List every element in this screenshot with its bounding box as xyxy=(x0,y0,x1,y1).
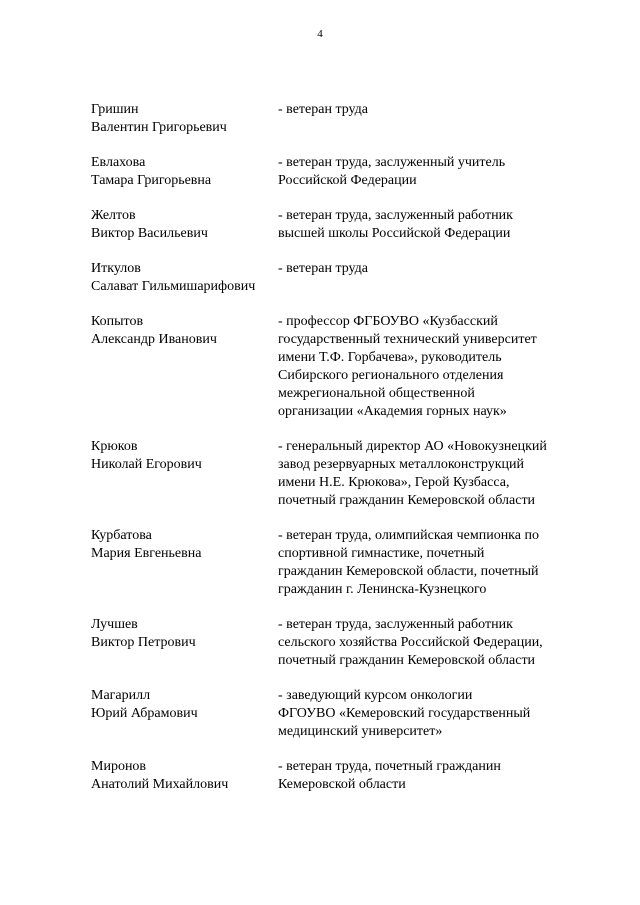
description-line: Российской Федерации xyxy=(278,173,417,188)
person-name xyxy=(91,687,276,723)
list-item xyxy=(0,687,640,741)
description-line: ФГОУВО «Кемеровский государственный xyxy=(278,706,531,721)
description-line: межрегиональной общественной xyxy=(278,386,475,401)
description-line: - генеральный директор АО «Новокузнецкий xyxy=(278,439,547,454)
surname: Гришин xyxy=(91,102,139,117)
surname: Миронов xyxy=(91,759,147,774)
description-line: сельского хозяйства Российской Федерации, xyxy=(278,635,543,650)
page-number: 4 xyxy=(317,28,323,40)
list-item xyxy=(0,207,640,243)
surname: Евлахова xyxy=(91,155,146,170)
surname: Желтов xyxy=(91,208,136,223)
given-name: Виктор Петрович xyxy=(91,635,196,650)
description-line: почетный гражданин Кемеровской области xyxy=(278,493,536,508)
description-line: - ветеран труда, олимпийская чемпионка по xyxy=(278,528,539,543)
given-name: Николай Егорович xyxy=(91,457,202,472)
person-name xyxy=(91,527,276,563)
list-item xyxy=(0,616,640,670)
description-line: Кемеровской области xyxy=(278,777,406,792)
list-item xyxy=(0,758,640,794)
description-line: - ветеран труда xyxy=(278,102,369,117)
surname: Курбатова xyxy=(91,528,152,543)
given-name: Виктор Васильевич xyxy=(91,226,208,241)
person-description xyxy=(278,438,598,510)
description-line: имени Т.Ф. Горбачева», руководитель xyxy=(278,350,502,365)
description-line: - заведующий курсом онкологии xyxy=(278,688,473,703)
list-item xyxy=(0,260,640,296)
list-item xyxy=(0,527,640,599)
person-description xyxy=(278,616,598,670)
description-line: высшей школы Российской Федерации xyxy=(278,226,511,241)
person-name xyxy=(91,207,276,243)
surname: Иткулов xyxy=(91,261,141,276)
list-item xyxy=(0,438,640,510)
person-name xyxy=(91,101,276,137)
person-name xyxy=(91,313,276,349)
description-line: гражданин Кемеровской области, почетный xyxy=(278,564,539,579)
given-name: Юрий Абрамович xyxy=(91,706,198,721)
description-line: - ветеран труда xyxy=(278,261,369,276)
given-name: Александр Иванович xyxy=(91,332,217,347)
person-description xyxy=(278,758,598,794)
person-description xyxy=(278,154,598,190)
description-line: государственный технический университет xyxy=(278,332,537,347)
given-name: Тамара Григорьевна xyxy=(91,173,212,188)
person-description xyxy=(278,313,598,421)
description-line: Сибирского регионального отделения xyxy=(278,368,504,383)
given-name: Анатолий Михайлович xyxy=(91,777,229,792)
description-line: гражданин г. Ленинска-Кузнецкого xyxy=(278,582,487,597)
person-name xyxy=(91,616,276,652)
awardee-list xyxy=(0,101,640,811)
surname: Лучшев xyxy=(91,617,138,632)
list-item xyxy=(0,101,640,137)
surname: Крюков xyxy=(91,439,138,454)
person-description xyxy=(278,207,598,243)
description-line: - ветеран труда, заслуженный учитель xyxy=(278,155,506,170)
person-name xyxy=(91,758,276,794)
description-line: имени Н.Е. Крюкова», Герой Кузбасса, xyxy=(278,475,510,490)
person-description xyxy=(278,527,598,599)
given-name: Валентин Григорьевич xyxy=(91,120,227,135)
given-name: Салават Гильмишарифович xyxy=(91,279,256,294)
description-line: - профессор ФГБОУВО «Кузбасский xyxy=(278,314,498,329)
surname: Магарилл xyxy=(91,688,151,703)
description-line: - ветеран труда, почетный гражданин xyxy=(278,759,501,774)
surname: Копытов xyxy=(91,314,144,329)
person-description xyxy=(278,260,598,296)
person-name xyxy=(91,154,276,190)
description-line: спортивной гимнастике, почетный xyxy=(278,546,485,561)
person-name xyxy=(91,260,276,296)
description-line: - ветеран труда, заслуженный работник xyxy=(278,208,513,223)
person-description xyxy=(278,687,598,741)
description-line: - ветеран труда, заслуженный работник xyxy=(278,617,513,632)
person-name xyxy=(91,438,276,474)
given-name: Мария Евгеньевна xyxy=(91,546,202,561)
description-line: почетный гражданин Кемеровской области xyxy=(278,653,536,668)
list-item xyxy=(0,313,640,421)
person-description xyxy=(278,101,598,137)
list-item xyxy=(0,154,640,190)
description-line: медицинский университет» xyxy=(278,724,443,739)
description-line: завод резервуарных металлоконструкций xyxy=(278,457,525,472)
description-line: организации «Академия горных наук» xyxy=(278,404,507,419)
